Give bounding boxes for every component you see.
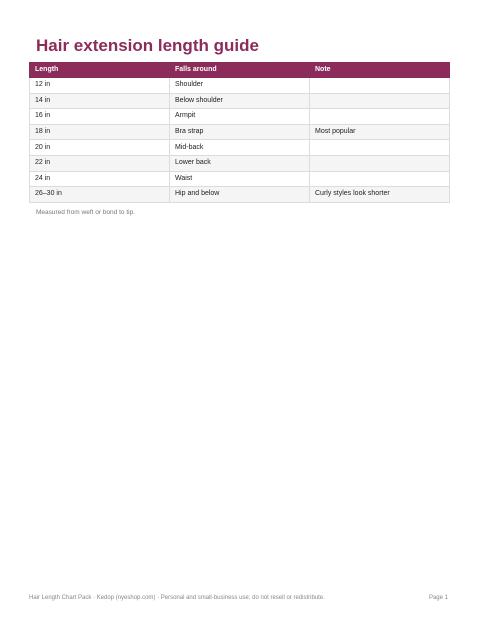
table-header (30, 63, 450, 78)
length-table (29, 62, 450, 203)
cell-length: 16 in (30, 109, 170, 125)
cell-length: 14 in (30, 93, 170, 109)
cell-falls-around: Shoulder (170, 78, 310, 94)
cell-falls-around: Hip and below (170, 187, 310, 203)
cell-falls-around: Armpit (170, 109, 310, 125)
cell-falls-around: Below shoulder (170, 93, 310, 109)
header-falls-around: Falls around (170, 63, 310, 78)
cell-falls-around: Lower back (170, 155, 310, 171)
cell-length: 26–30 in (30, 187, 170, 203)
table-row (30, 109, 450, 125)
cell-length: 18 in (30, 124, 170, 140)
header-row (30, 63, 450, 78)
header-note: Note (310, 63, 450, 78)
table-row (30, 155, 450, 171)
table-row (30, 171, 450, 187)
cell-note: Most popular (310, 124, 450, 140)
header-length: Length (30, 63, 170, 78)
cell-length: 22 in (30, 155, 170, 171)
cell-note (310, 155, 450, 171)
table-body (30, 78, 450, 203)
cell-note (310, 93, 450, 109)
cell-note (310, 109, 450, 125)
footer-credits: Hair Length Chart Pack · Kedop (nyeshop.com) · Personal and small-business use; do not resell or redistribute. (29, 595, 325, 601)
cell-note (310, 140, 450, 156)
cell-length: 24 in (30, 171, 170, 187)
cell-falls-around: Mid-back (170, 140, 310, 156)
cell-note: Curly styles look shorter (310, 187, 450, 203)
table-row (30, 78, 450, 94)
table-row (30, 187, 450, 203)
table-row (30, 93, 450, 109)
measurement-note: Measured from weft or bond to tip. (36, 209, 135, 216)
page-title: Hair extension length guide (36, 36, 259, 55)
cell-falls-around: Bra strap (170, 124, 310, 140)
cell-note (310, 171, 450, 187)
cell-length: 20 in (30, 140, 170, 156)
page-number: Page 1 (428, 595, 448, 601)
cell-note (310, 78, 450, 94)
table-row (30, 124, 450, 140)
cell-length: 12 in (30, 78, 170, 94)
table-row (30, 140, 450, 156)
cell-falls-around: Waist (170, 171, 310, 187)
